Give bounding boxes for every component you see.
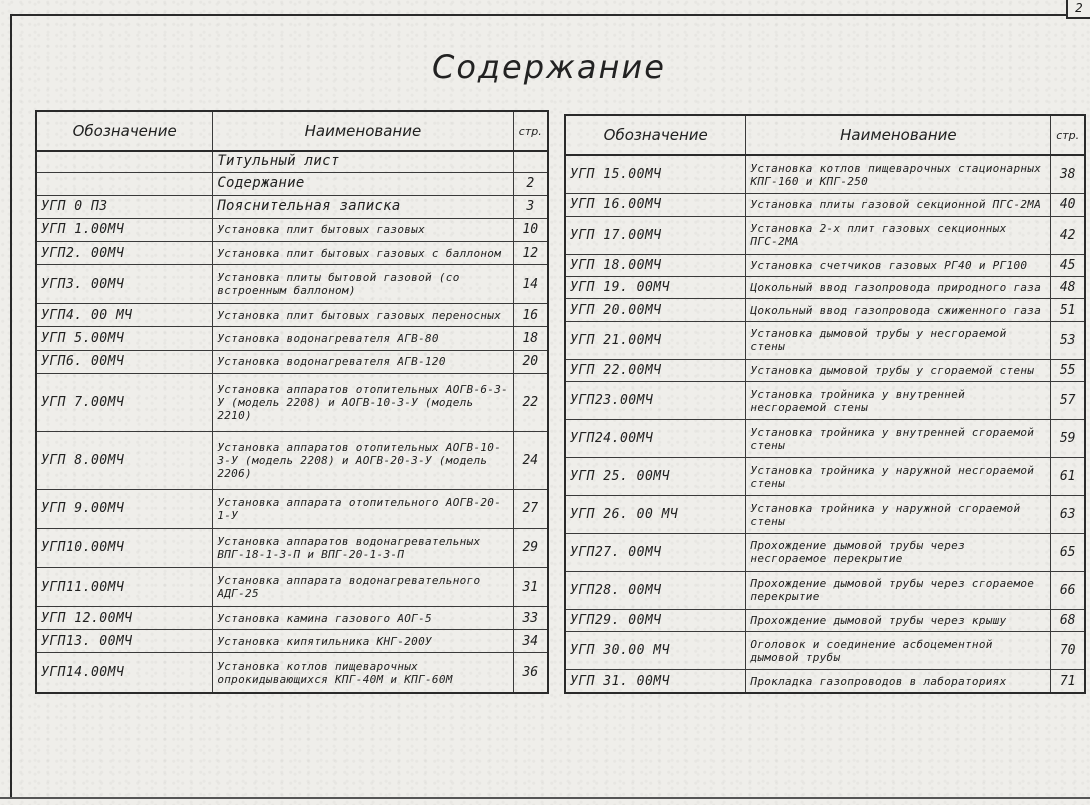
row-code: УГП 25. 00МЧ (565, 458, 746, 496)
table-row (565, 155, 1085, 194)
row-name: Цокольный ввод газопровода природного газа (746, 276, 1051, 298)
row-code: УГП4. 00 МЧ (36, 304, 213, 327)
header-code: Обозначение (36, 111, 213, 151)
header-page: стр. (1051, 115, 1085, 155)
row-page: 31 (513, 567, 548, 606)
table-row (565, 276, 1085, 298)
table-row (565, 382, 1085, 420)
table-row (36, 151, 548, 172)
row-page: 42 (1051, 216, 1085, 254)
row-name: Установка плит бытовых газовых с баллоном (213, 242, 513, 265)
row-name: Установка счетчиков газовых РГ40 и РГ100 (746, 254, 1051, 276)
row-page: 65 (1051, 534, 1085, 572)
row-name: Цокольный ввод газопровода сжиженного газа (746, 299, 1051, 321)
table-row (565, 571, 1085, 609)
row-page: 71 (1051, 670, 1085, 693)
row-page: 20 (513, 350, 548, 373)
row-name: Установка кипятильника КНГ-200У (213, 630, 513, 653)
row-name: Установка плиты бытовой газовой (со встроенным баллоном) (213, 265, 513, 304)
table-row (36, 607, 548, 630)
table-row (565, 420, 1085, 458)
row-name: Оголовок и соединение асбоцементной дымовой трубы (746, 632, 1051, 670)
row-page: 33 (513, 607, 548, 630)
row-name: Прокладка газопроводов в лабораториях (746, 670, 1051, 693)
row-page: 38 (1051, 155, 1085, 194)
row-name: Установка аппарата водонагревательного АДГ-25 (213, 567, 513, 606)
row-name: Установка тройника у внутренней сгораемой стены (746, 420, 1051, 458)
row-name: Установка аппаратов водонагревательных ВПГ-18-1-3-П и ВПГ-20-1-3-П (213, 528, 513, 567)
row-code: УГП 21.00МЧ (565, 321, 746, 359)
row-code: УГП 15.00МЧ (565, 155, 746, 194)
table-row (565, 632, 1085, 670)
row-code: УГП 8.00МЧ (36, 431, 213, 489)
row-code: УГП24.00МЧ (565, 420, 746, 458)
page-title: Содержание (432, 48, 666, 86)
row-code: УГП3. 00МЧ (36, 265, 213, 304)
row-page: 48 (1051, 276, 1085, 298)
row-name: Прохождение дымовой трубы через крышу (746, 609, 1051, 631)
row-page: 29 (513, 528, 548, 567)
row-page: 55 (1051, 359, 1085, 381)
table-row (565, 321, 1085, 359)
table-row (36, 489, 548, 528)
row-page: 57 (1051, 382, 1085, 420)
table-row (565, 670, 1085, 693)
row-code: УГП 16.00МЧ (565, 194, 746, 216)
row-code: УГП29. 00МЧ (565, 609, 746, 631)
contents-table-right (564, 114, 1086, 694)
row-code: УГП28. 00МЧ (565, 571, 746, 609)
table-header-row (565, 115, 1085, 155)
row-code: УГП14.00МЧ (36, 653, 213, 693)
row-page: 66 (1051, 571, 1085, 609)
table-row (36, 304, 548, 327)
row-name: Установка тройника у наружной несгораемой стены (746, 458, 1051, 496)
row-page: 10 (513, 218, 548, 241)
row-name: Установка дымовой трубы у сгораемой стены (746, 359, 1051, 381)
row-page: 61 (1051, 458, 1085, 496)
row-code: УГП27. 00МЧ (565, 534, 746, 572)
row-name: Установка плиты газовой секционной ПГС-2МА (746, 194, 1051, 216)
row-code: УГП 9.00МЧ (36, 489, 213, 528)
table-row (36, 218, 548, 241)
table-row (565, 216, 1085, 254)
row-name: Установка плит бытовых газовых переносных (213, 304, 513, 327)
row-name: Установка тройника у наружной сгораемой стены (746, 496, 1051, 534)
row-name: Пояснительная записка (213, 195, 513, 218)
table-row (36, 327, 548, 350)
row-page: 2 (513, 172, 548, 195)
row-name: Установка тройника у внутренней несгораемой стены (746, 382, 1051, 420)
row-page: 34 (513, 630, 548, 653)
table-row (36, 242, 548, 265)
bottom-border-line (0, 797, 1090, 799)
sheet-number: 2 (1066, 0, 1090, 19)
row-code: УГП6. 00МЧ (36, 350, 213, 373)
table-row (36, 350, 548, 373)
row-code: УГП 30.00 МЧ (565, 632, 746, 670)
header-name: Наименование (746, 115, 1051, 155)
row-name: Установка аппаратов отопительных АОГВ-6-3-У (модель 2208) и АОГВ-10-3-У (модель 2210) (213, 373, 513, 431)
row-page: 45 (1051, 254, 1085, 276)
row-code: УГП 31. 00МЧ (565, 670, 746, 693)
table-row (565, 194, 1085, 216)
row-code: УГП 19. 00МЧ (565, 276, 746, 298)
row-name: Установка водонагревателя АГВ-80 (213, 327, 513, 350)
row-code (36, 151, 213, 172)
table-row (565, 609, 1085, 631)
row-page: 68 (1051, 609, 1085, 631)
row-code: УГП11.00МЧ (36, 567, 213, 606)
table-row (36, 431, 548, 489)
table-row (565, 359, 1085, 381)
row-name: Прохождение дымовой трубы через сгораемое перекрытие (746, 571, 1051, 609)
row-page: 14 (513, 265, 548, 304)
table-row (565, 458, 1085, 496)
row-page: 59 (1051, 420, 1085, 458)
row-code: УГП 18.00МЧ (565, 254, 746, 276)
row-name: Установка водонагревателя АГВ-120 (213, 350, 513, 373)
row-page (513, 151, 548, 172)
row-name: Установка плит бытовых газовых (213, 218, 513, 241)
row-name: Установка котлов пищеварочных опрокидывающихся КПГ-40М и КПГ-60М (213, 653, 513, 693)
row-code: УГП 0 ПЗ (36, 195, 213, 218)
row-page: 53 (1051, 321, 1085, 359)
contents-table-left (35, 110, 549, 694)
row-page: 27 (513, 489, 548, 528)
header-page: стр. (513, 111, 548, 151)
table-header-row (36, 111, 548, 151)
row-name: Установка дымовой трубы у несгораемой стены (746, 321, 1051, 359)
table-row (565, 534, 1085, 572)
row-code: УГП10.00МЧ (36, 528, 213, 567)
row-code: УГП 22.00МЧ (565, 359, 746, 381)
row-name: Установка 2-х плит газовых секционных ПГС-2МА (746, 216, 1051, 254)
table-row (565, 299, 1085, 321)
row-page: 22 (513, 373, 548, 431)
row-code: УГП 12.00МЧ (36, 607, 213, 630)
table-row (565, 254, 1085, 276)
row-code: УГП 5.00МЧ (36, 327, 213, 350)
table-row (36, 265, 548, 304)
row-name: Установка котлов пищеварочных стационарных КПГ-160 и КПГ-250 (746, 155, 1051, 194)
row-page: 3 (513, 195, 548, 218)
row-name: Прохождение дымовой трубы через несгораемое перекрытие (746, 534, 1051, 572)
row-code: УГП 7.00МЧ (36, 373, 213, 431)
table-row (36, 195, 548, 218)
row-name: Содержание (213, 172, 513, 195)
row-code: УГП 20.00МЧ (565, 299, 746, 321)
row-code: УГП13. 00МЧ (36, 630, 213, 653)
row-name: Титульный лист (213, 151, 513, 172)
row-page: 12 (513, 242, 548, 265)
table-row (36, 172, 548, 195)
row-page: 18 (513, 327, 548, 350)
row-page: 40 (1051, 194, 1085, 216)
row-page: 51 (1051, 299, 1085, 321)
row-page: 16 (513, 304, 548, 327)
row-name: Установка аппарата отопительного АОГВ-20-1-У (213, 489, 513, 528)
row-page: 36 (513, 653, 548, 693)
row-code: УГП 17.00МЧ (565, 216, 746, 254)
row-code: УГП23.00МЧ (565, 382, 746, 420)
table-row (565, 496, 1085, 534)
header-name: Наименование (213, 111, 513, 151)
row-code: УГП 1.00МЧ (36, 218, 213, 241)
row-page: 63 (1051, 496, 1085, 534)
row-page: 70 (1051, 632, 1085, 670)
row-code: УГП 26. 00 МЧ (565, 496, 746, 534)
table-row (36, 653, 548, 693)
header-code: Обозначение (565, 115, 746, 155)
row-code: УГП2. 00МЧ (36, 242, 213, 265)
table-row (36, 567, 548, 606)
row-page: 24 (513, 431, 548, 489)
table-row (36, 630, 548, 653)
table-row (36, 528, 548, 567)
row-name: Установка аппаратов отопительных АОГВ-10-3-У (модель 2208) и АОГВ-20-3-У (модель 2206) (213, 431, 513, 489)
row-name: Установка камина газового АОГ-5 (213, 607, 513, 630)
table-row (36, 373, 548, 431)
row-code (36, 172, 213, 195)
